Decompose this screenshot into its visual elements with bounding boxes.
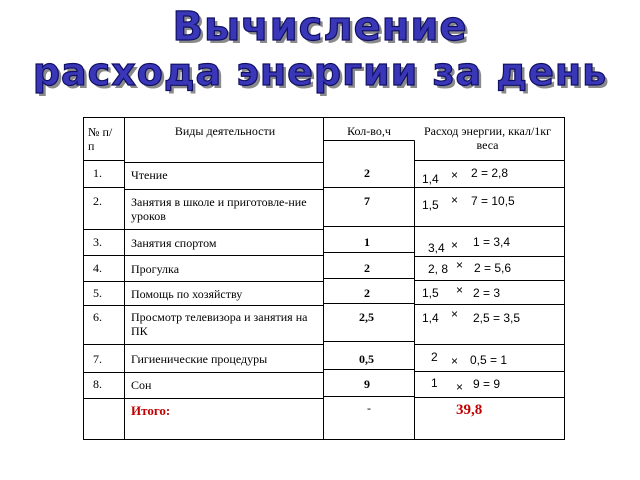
row-4-number: 4. bbox=[93, 261, 102, 275]
row-5-hours: 2 bbox=[364, 286, 370, 300]
row-6-energy-result: 2,5 = 3,5 bbox=[473, 311, 521, 325]
total-hours: - bbox=[367, 401, 371, 415]
row-4-hours: 2 bbox=[364, 261, 370, 275]
row-8-hours: 9 bbox=[364, 377, 370, 391]
row-7-number: 7. bbox=[93, 352, 102, 366]
total-energy: 39,8 bbox=[456, 402, 483, 418]
row-1-hours: 2 bbox=[364, 166, 370, 180]
row-6-hours: 2,5 bbox=[359, 310, 374, 324]
row-4-activity: Прогулка bbox=[131, 262, 180, 276]
row-2-hours: 7 bbox=[364, 194, 370, 208]
row-1-energy-factor: 1,4 bbox=[422, 172, 439, 186]
row-5-number: 5. bbox=[93, 286, 102, 300]
row-8-energy-result: 9 = 9 bbox=[473, 377, 501, 391]
row-2-number: 2. bbox=[93, 194, 102, 208]
total-label: Итого: bbox=[131, 403, 171, 418]
page-title-line-2: расхода энергии за день bbox=[32, 50, 608, 94]
header-energy: Расход энергии, ккал/1кг веса bbox=[423, 124, 552, 152]
row-5-energy-factor: 1,5 bbox=[422, 286, 439, 300]
row-1-energy-result: 2 = 2,8 bbox=[471, 166, 509, 180]
row-3-number: 3. bbox=[93, 235, 102, 249]
row-8-energy-factor: 1 bbox=[431, 376, 438, 390]
row-3-energy-result: 1 = 3,4 bbox=[473, 235, 511, 249]
header-activity: Виды деятельности bbox=[174, 124, 276, 138]
row-1-number: 1. bbox=[93, 166, 102, 180]
row-8-number: 8. bbox=[93, 377, 102, 391]
header-hours: Кол-во,ч bbox=[347, 124, 391, 138]
row-7-activity: Гигиенические процедуры bbox=[131, 352, 268, 366]
row-6-number: 6. bbox=[93, 310, 102, 324]
multiply-icon: × bbox=[451, 307, 459, 321]
multiply-icon: × bbox=[451, 193, 459, 207]
row-5-activity: Помощь по хозяйству bbox=[131, 287, 243, 301]
multiply-icon: × bbox=[451, 238, 459, 252]
row-7-energy-result: 0,5 = 1 bbox=[470, 353, 508, 367]
row-6-energy-factor: 1,4 bbox=[422, 311, 439, 325]
row-1-activity: Чтение bbox=[131, 168, 168, 182]
header-number: № п/п bbox=[88, 125, 113, 153]
row-6-activity: Просмотр телевизора и занятия на ПК bbox=[131, 310, 308, 338]
row-4-energy-result: 2 = 5,6 bbox=[474, 261, 512, 275]
row-7-energy-factor: 2 bbox=[431, 350, 438, 364]
row-3-energy-factor: 3,4 bbox=[428, 241, 445, 255]
row-2-activity: Занятия в школе и приготовле-ние уроков bbox=[131, 195, 307, 223]
multiply-icon: × bbox=[456, 258, 464, 272]
multiply-icon: × bbox=[456, 283, 464, 297]
row-7-hours: 0,5 bbox=[359, 352, 374, 366]
multiply-icon: × bbox=[456, 380, 464, 394]
row-8-activity: Сон bbox=[131, 378, 152, 392]
row-5-energy-result: 2 = 3 bbox=[473, 286, 501, 300]
row-2-energy-result: 7 = 10,5 bbox=[471, 194, 515, 208]
multiply-icon: × bbox=[451, 354, 459, 368]
row-3-activity: Занятия спортом bbox=[131, 236, 217, 250]
page-title-line-1: Вычисление bbox=[172, 4, 468, 50]
row-2-energy-factor: 1,5 bbox=[422, 198, 439, 212]
row-4-energy-factor: 2, 8 bbox=[428, 262, 449, 276]
multiply-icon: × bbox=[451, 168, 459, 182]
row-3-hours: 1 bbox=[364, 235, 370, 249]
